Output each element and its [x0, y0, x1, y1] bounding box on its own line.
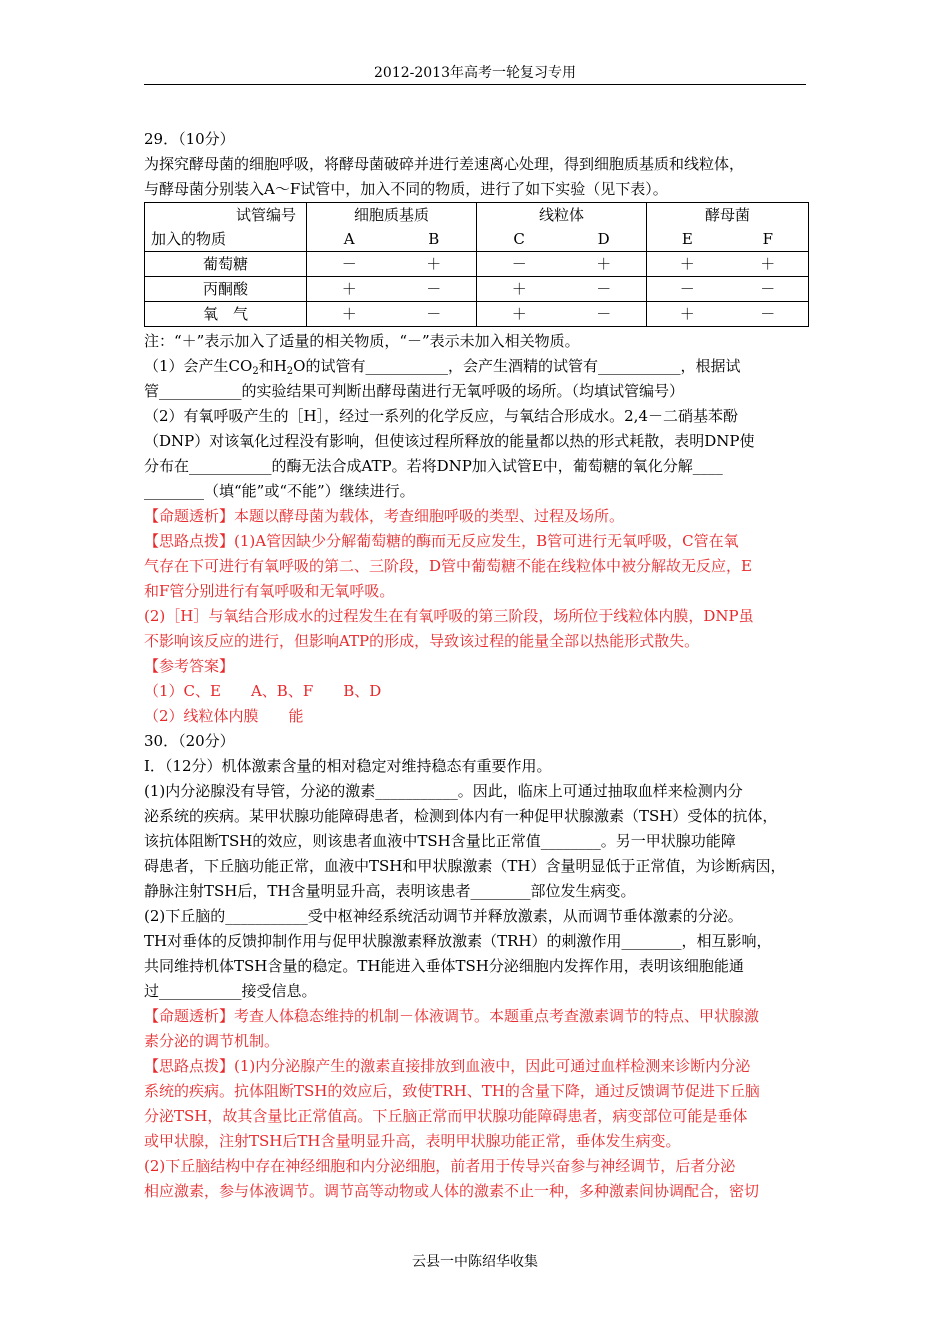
q30-question-line: 泌系统的疾病。某甲状腺功能障碍患者，检测到体内有一种促甲状腺激素（TSH）受体的抗体，	[144, 807, 778, 825]
q29-hint-line: (2)［H］与氧结合形成水的过程发生在有氧呼吸的第三阶段，场所位于线粒体内膜，DNP虽	[144, 607, 754, 625]
table-cell: ＋	[341, 280, 357, 298]
table-row	[145, 252, 809, 277]
q30-analysis-line: 素分泌的调节机制。	[144, 1032, 280, 1050]
q30-hint-line: 系统的疾病。抗体阻断TSH的效应后，致使TRH、TH的含量下降，通过反馈调节促进下丘脑	[144, 1082, 760, 1100]
subscript: 2	[286, 366, 294, 377]
group-label: 细胞质基质	[353, 206, 429, 224]
q29-part1-line-2: 管___________的实验结果可判断出酵母菌进行无氧呼吸的场所。（均填试管编号）	[144, 382, 685, 400]
q29-hint-line: 【思路点拨】(1)A管因缺少分解葡萄糖的酶而无反应发生，B管可进行无氧呼吸，C管在氧	[144, 532, 739, 550]
table-row	[145, 302, 809, 327]
table-header-row	[145, 203, 809, 252]
corner-top-label: 试管编号	[235, 206, 296, 224]
table-cell: －	[426, 305, 442, 323]
table-cell: ＋	[679, 255, 695, 273]
corner-bottom-label: 加入的物质	[151, 230, 227, 248]
q30-part1-title: Ⅰ．（12分）机体激素含量的相对稳定对维持稳态有重要作用。	[144, 757, 552, 775]
group-header-cell	[647, 203, 809, 252]
q30-hint-line: 或甲状腺，注射TSH后TH含量明显升高，表明甲状腺功能正常，垂体发生病变。	[144, 1132, 681, 1150]
q29-answer-line: （1）C、E A、B、F B、D	[144, 682, 382, 700]
q30-hint-line: (2)下丘脑结构中存在神经细胞和内分泌细胞，前者用于传导兴奋参与神经调节，后者分泌	[144, 1157, 736, 1175]
q30-question-line: TH对垂体的反馈抑制作用与促甲状腺激素释放激素（TRH）的刺激作用________，相互影响，	[144, 932, 772, 950]
q29-part2-line-4: ________（填“能”或“不能”）继续进行。	[144, 482, 415, 500]
q29-answer-title: 【参考答案】	[144, 657, 235, 675]
q30-question-line: (1)内分泌腺没有导管，分泌的激素___________。因此，临床上可通过抽取血样来检测内分	[144, 782, 743, 800]
table-cell: ＋	[341, 305, 357, 323]
group-label: 线粒体	[538, 206, 584, 224]
table-cell: ＋	[596, 255, 612, 273]
q29-answer-line: （2）线粒体内膜 能	[144, 707, 304, 725]
table-corner-cell	[145, 203, 307, 252]
q30-hint-line: 【思路点拨】(1)内分泌腺产生的激素直接排放到血液中，因此可通过血样检测来诊断内分泌	[144, 1057, 751, 1075]
q30-number: 30．（20分）	[144, 732, 235, 750]
q29-hint-line: 不影响该反应的进行，但影响ATP的形成，导致该过程的能量全部以热能形式散失。	[144, 632, 700, 650]
q30-question-line: 过___________接受信息。	[144, 982, 317, 1000]
q29-part2-line-1: （2）有氧呼吸产生的［H］，经过一系列的化学反应，与氧结合形成水。2,4－二硝基苯酚	[144, 407, 738, 425]
q30-question-line: 静脉注射TSH后，TH含量明显升高，表明该患者________部位发生病变。	[144, 882, 636, 900]
table-cell: ＋	[511, 305, 527, 323]
q29-number: 29．（10分）	[144, 130, 235, 148]
table-cell: －	[596, 280, 612, 298]
table-row	[145, 277, 809, 302]
subscript: 2	[252, 366, 259, 377]
text-segment: O的试管有___________，会产生酒精的试管有___________，根据试	[293, 357, 741, 375]
table-cell: －	[511, 255, 527, 273]
tube-label: F	[762, 230, 774, 248]
q29-hint-line: 气存在下可进行有氧呼吸的第二、三阶段，D管中葡萄糖不能在线粒体中被分解故无反应，E	[144, 557, 752, 575]
q30-question-line: (2)下丘脑的___________受中枢神经系统活动调节并释放激素，从而调节垂体激素的分泌。	[144, 907, 743, 925]
q29-part1-line-1	[144, 354, 812, 379]
q30-hint-line: 分泌TSH，故其含量比正常值高。下丘脑正常而甲状腺功能障碍患者，病变部位可能是垂体	[144, 1107, 748, 1125]
group-label: 酵母菌	[704, 206, 750, 224]
table-cell: －	[679, 280, 695, 298]
experiment-table	[144, 202, 809, 327]
table-cell: ＋	[679, 305, 695, 323]
tube-label: E	[681, 230, 693, 248]
page-footer: 云县一中陈绍华收集	[412, 1254, 538, 1270]
q29-part2-line-3: 分布在___________的酶无法合成ATP。若将DNP加入试管E中，葡萄糖的氧化分解____	[144, 457, 723, 475]
q30-question-line: 该抗体阻断TSH的效应，则该患者血液中TSH含量比正常值________。另一甲状腺功能障	[144, 832, 736, 850]
tube-label: B	[428, 230, 440, 248]
q30-analysis-line: 【命题透析】考查人体稳态维持的机制－体液调节。本题重点考查激素调节的特点、甲状腺激	[144, 1007, 760, 1025]
tube-label: D	[597, 230, 610, 248]
table-cell: －	[426, 280, 442, 298]
table-cell: －	[760, 305, 776, 323]
text-segment: （1）会产生CO	[144, 357, 253, 375]
table-cell: ＋	[511, 280, 527, 298]
q29-intro-line-2: 与酵母菌分别装入A～F试管中，加入不同的物质，进行了如下实验（见下表）。	[144, 180, 668, 198]
header-rule	[144, 84, 806, 85]
row-label: 氧 气	[145, 302, 307, 327]
group-header-cell	[477, 203, 647, 252]
q29-intro-line-1: 为探究酵母菌的细胞呼吸，将酵母菌破碎并进行差速离心处理，得到细胞质基质和线粒体，	[144, 155, 745, 173]
group-header-cell	[307, 203, 477, 252]
q29-part2-line-2: （DNP）对该氧化过程没有影响，但使该过程所释放的能量都以热的形式耗散，表明DNP使	[144, 432, 755, 450]
tube-label: A	[343, 230, 355, 248]
q29-hint-line: 和F管分别进行有氧呼吸和无氧呼吸。	[144, 582, 395, 600]
q29-analysis: 【命题透析】本题以酵母菌为载体，考查细胞呼吸的类型、过程及场所。	[144, 507, 625, 525]
table-cell: ＋	[760, 255, 776, 273]
table-cell: －	[596, 305, 612, 323]
q30-hint-line: 相应激素，参与体液调节。调节高等动物或人体的激素不止一种，多种激素间协调配合，密切	[144, 1182, 760, 1200]
table-note: 注：“＋”表示加入了适量的相关物质，“－”表示未加入相关物质。	[144, 332, 580, 350]
tube-label: C	[513, 230, 525, 248]
q30-question-line: 共同维持机体TSH含量的稳定。TH能进入垂体TSH分泌细胞内发挥作用，表明该细胞能通	[144, 957, 744, 975]
table-cell: ＋	[426, 255, 442, 273]
row-label: 丙酮酸	[145, 277, 307, 302]
table-cell: －	[341, 255, 357, 273]
page-header: 2012-2013年高考一轮复习专用	[374, 65, 576, 81]
table-cell: －	[760, 280, 776, 298]
row-label: 葡萄糖	[145, 252, 307, 277]
q30-question-line: 碍患者，下丘脑功能正常，血液中TSH和甲状腺激素（TH）含量明显低于正常值，为诊断病因，	[144, 857, 786, 875]
text-segment: 和H	[258, 357, 287, 375]
page-content	[144, 127, 812, 1204]
